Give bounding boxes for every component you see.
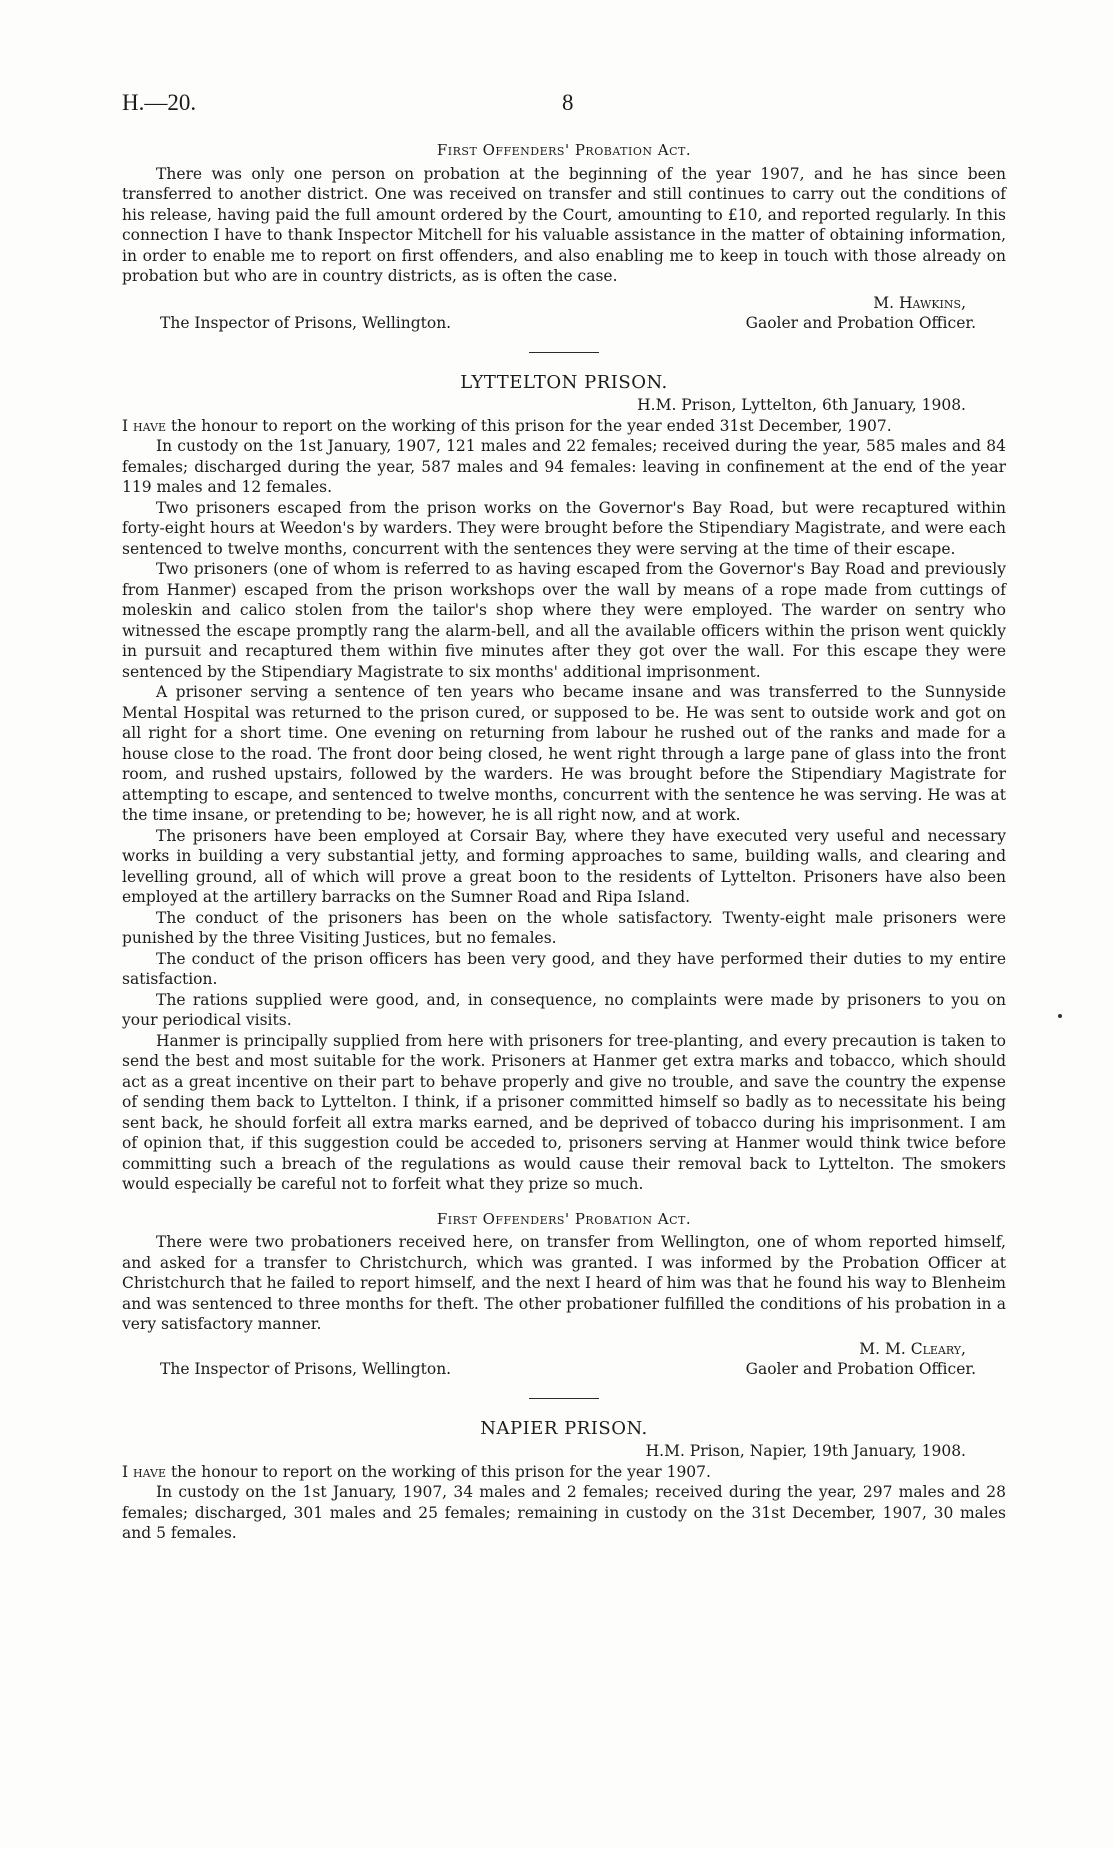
paragraph: Two prisoners (one of whom is referred to as having escaped from the Governor's Bay Road and previously from Hanmer) escaped from the prison workshops over the wall by means of a rope made from cuttings of moleskin and calico stolen from the tailor's shop where they were employed. The warder on sentry who witnessed the escape promptly rang the alarm-bell, and all the available officers within the prison went quickly in pursuit and recaptured them within five minutes after they got over the wall. For this escape they were sentenced by the Stipendiary Magistrate to six months' additional imprisonment. bbox=[122, 560, 1006, 681]
prison-title: NAPIER PRISON. bbox=[480, 1417, 648, 1439]
paragraph: The rations supplied were good, and, in consequence, no complaints were made by prisoners to you on your periodical visits. bbox=[122, 990, 1006, 1029]
addressee: The Inspector of Prisons, Wellington. bbox=[160, 1360, 452, 1378]
addressee: The Inspector of Prisons, Wellington. bbox=[160, 314, 452, 332]
paragraph: In custody on the 1st January, 1907, 121 males and 22 females; received during the year, 585 males and 84 females; discharged during the year, 587 males and 94 females: leaving in confinement at the end of the year 119 males and 12 females. bbox=[122, 437, 1006, 496]
signature-row bbox=[122, 313, 1006, 334]
intro-rest: the honour to report on the working of this prison for the year ended 31st December, 1907. bbox=[166, 416, 892, 435]
page-number: 8 bbox=[562, 90, 574, 115]
intro-paragraph bbox=[122, 416, 1006, 437]
signature-row bbox=[122, 1359, 1006, 1380]
prison-title: LYTTELTON PRISON. bbox=[460, 371, 668, 393]
intro-lead: I have bbox=[122, 1462, 167, 1481]
paragraph: Hanmer is principally supplied from here with prisoners for tree-planting, and every precaution is taken to send the best and most suitable for the work. Prisoners at Hanmer get extra marks and tobacco, which should act as a great incentive on their part to behave properly and give no trouble, and save the country the expense of sending them back to Lyttelton. I think, if a prisoner committed himself so badly as to necessitate his being sent back, he should forfeit all extra marks earned, and be deprived of tobacco during his imprisonment. I am of opinion that, if this suggestion could be acceded to, prisoners serving at Hanmer would think twice before committing such a breach of the regulations as would cause their removal back to Lyttelton. The smokers would especially be careful not to forfeit what they prize so much. bbox=[122, 1031, 1006, 1193]
document-body bbox=[122, 140, 1006, 1544]
intro-rest: the honour to report on the working of this prison for the year 1907. bbox=[166, 1462, 711, 1481]
signature-name: M. M. Cleary, bbox=[859, 1339, 966, 1358]
section-divider bbox=[529, 1398, 599, 1399]
intro-paragraph bbox=[122, 1462, 1006, 1483]
document-id: H.—20. bbox=[122, 90, 197, 115]
paragraph: In custody on the 1st January, 1907, 34 males and 2 females; received during the year, 297 males and 28 females; discharged, 301 males and 25 females; remaining in custody on the 31st December, 1907, 30 males and 5 females. bbox=[122, 1483, 1006, 1542]
intro-lead: I have bbox=[122, 416, 167, 435]
dateline: H.M. Prison, Napier, 19th January, 1908. bbox=[645, 1442, 966, 1460]
section-divider bbox=[529, 352, 599, 353]
signature-name: M. Hawkins, bbox=[873, 293, 966, 312]
margin-mark bbox=[1058, 1014, 1062, 1018]
paragraph: There were two probationers received here, on transfer from Wellington, one of whom reported himself, and asked for a transfer to Christchurch, which was granted. I was informed by the Probation Officer at Christchurch that he failed to report himself, and the next I heard of him was that he found his way to Blenheim and was sentenced to three months for theft. The other probationer fulfilled the conditions of his probation in a very satisfactory manner. bbox=[122, 1233, 1006, 1333]
signature-title: Gaoler and Probation Officer. bbox=[745, 1360, 976, 1378]
paragraph: The conduct of the prisoners has been on the whole satisfactory. Twenty-eight male prisoners were punished by the three Visiting Justices, but no females. bbox=[122, 908, 1006, 947]
section-heading: First Offenders' Probation Act. bbox=[436, 1209, 692, 1228]
signature-title: Gaoler and Probation Officer. bbox=[745, 314, 976, 332]
paragraph: Two prisoners escaped from the prison works on the Governor's Bay Road, but were recaptured within forty-eight hours at Weedon's by warders. They were brought before the Stipendiary Magistrate, and were each sentenced to twelve months, concurrent with the sentences they were serving at the time of their escape. bbox=[122, 498, 1006, 558]
paragraph: A prisoner serving a sentence of ten years who became insane and was transferred to the Sunnyside Mental Hospital was returned to the prison cured, or supposed to be. He was sent to outside work and got on all right for a short time. One evening on returning from labour he rushed out of the ranks and made for a house close to the road. The front door being closed, he went right through a large pane of glass into the front room, and rushed upstairs, followed by the warders. He was brought before the Stipendiary Magistrate for attempting to escape, and sentenced to twelve months, concurrent with the sentence he was serving. He was at the time insane, or pretending to be; however, he is all right now, and at work. bbox=[122, 683, 1006, 824]
dateline: H.M. Prison, Lyttelton, 6th January, 1908. bbox=[637, 396, 966, 414]
section-heading: First Offenders' Probation Act. bbox=[436, 141, 692, 159]
paragraph: The conduct of the prison officers has been very good, and they have performed their duties to my entire satisfaction. bbox=[122, 949, 1006, 988]
paragraph: There was only one person on probation at the beginning of the year 1907, and he has since been transferred to another district. One was received on transfer and still continues to carry out the conditions of his release, having paid the full amount ordered by the Court, amounting to £10, and reported regularly. In this connection I have to thank Inspector Mitchell for his valuable assistance in the matter of obtaining information, in order to enable me to report on first offenders, and also enabling me to keep in touch with those already on probation but who are in country districts, as is often the case. bbox=[122, 164, 1006, 285]
paragraph: The prisoners have been employed at Corsair Bay, where they have executed very useful and necessary works in building a very substantial jetty, and forming approaches to same, building walls, and clearing and levelling ground, all of which will prove a great boon to the residents of Lyttelton. Prisoners have also been employed at the artillery barracks on the Sumner Road and Ripa Island. bbox=[122, 826, 1006, 906]
